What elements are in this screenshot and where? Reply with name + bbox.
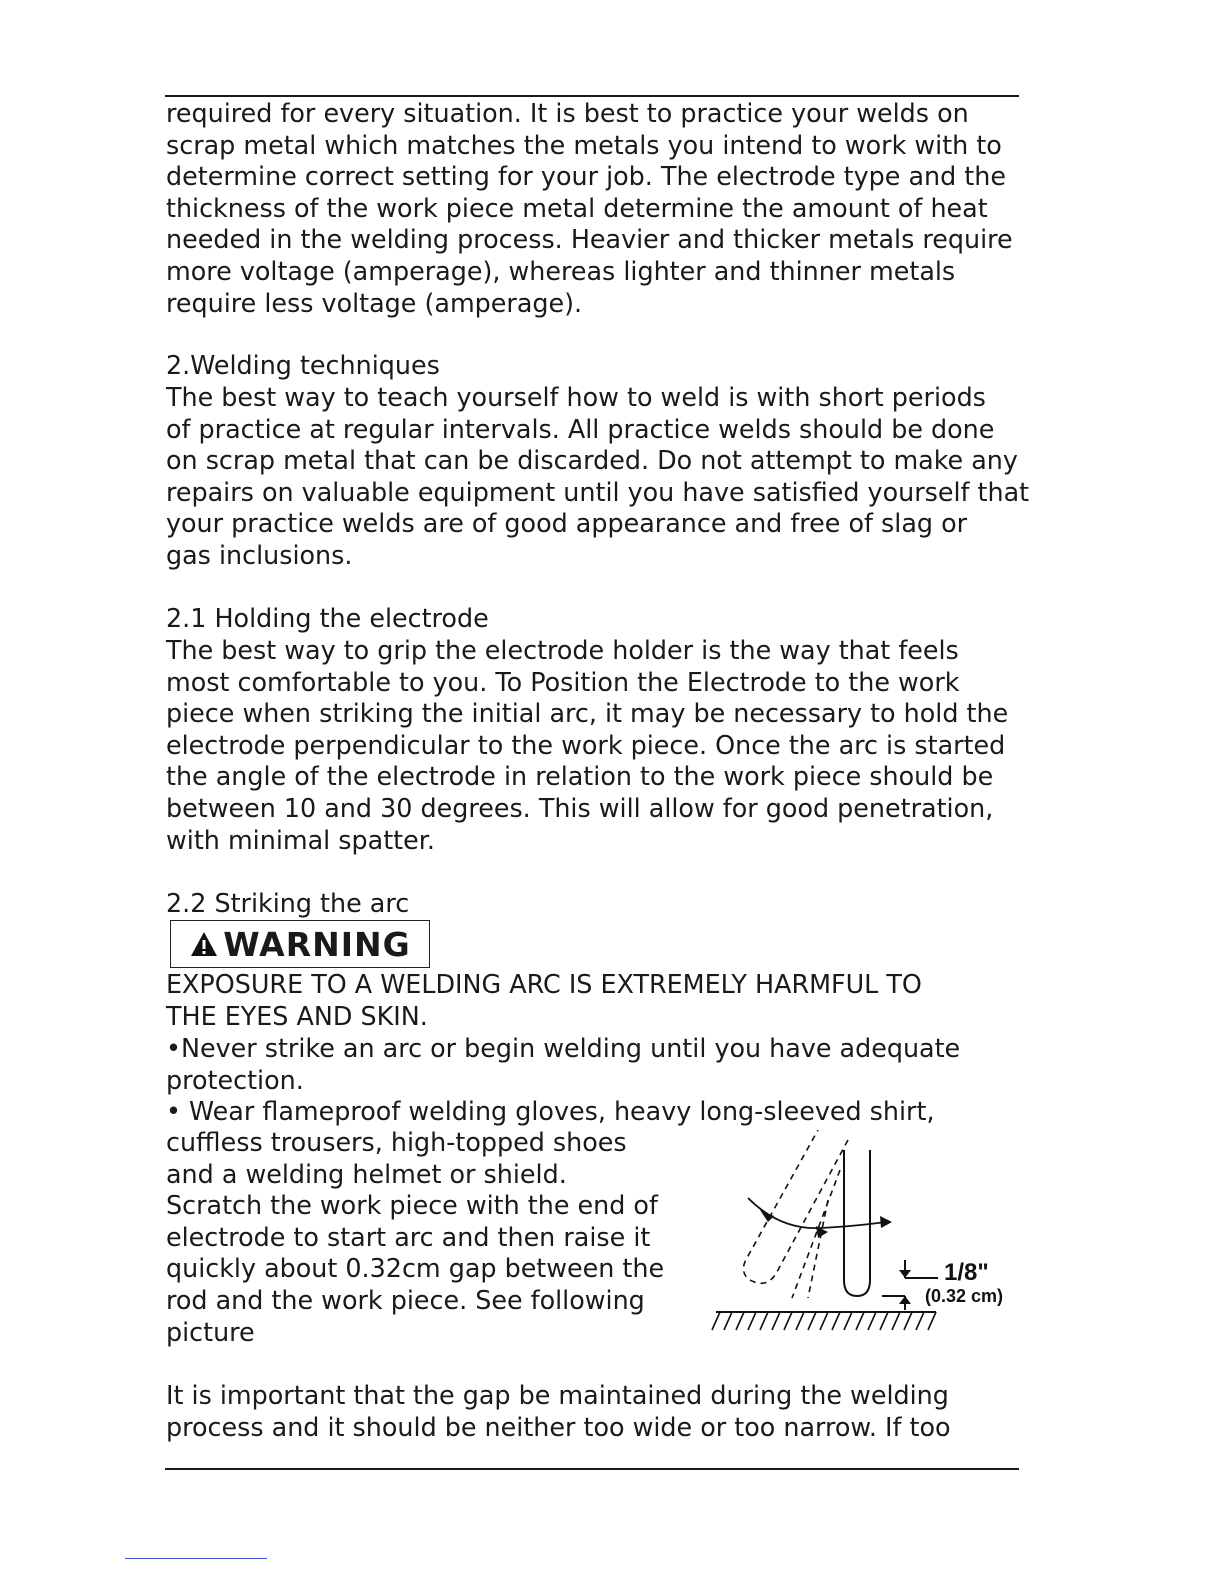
gap-label-metric: (0.32 cm) [925,1286,1004,1306]
gap-label-inches: 1/8" [944,1259,989,1286]
exposure-warning-text: EXPOSURE TO A WELDING ARC IS EXTREMELY HARMFUL TO THE EYES AND SKIN. [166,969,922,1031]
bottom-rule [165,1468,1019,1470]
welding-techniques-paragraph: The best way to teach yourself how to weld is with short periods of practice at regular intervals. All practice welds should be done on scrap metal that can be discarded. Do not attempt to make any repairs on valuable equipment until you have satisfied yourself that your practice welds are of good appearance and free of slag or gas inclusions. [166,382,1030,570]
top-rule [165,95,1019,97]
section-heading-holding-electrode: 2.1 Holding the electrode [166,603,489,633]
footer-link-underline [125,1558,267,1559]
section-heading-striking-arc: 2.2 Striking the arc [166,888,410,918]
striking-instructions: cuffless trousers, high-topped shoes and a welding helmet or shield. Scratch the work piece with the end of electrode to start arc and then raise it quickly about 0.32cm gap between the rod and the work piece. See following picture [166,1127,665,1347]
warning-label: WARNING [223,924,411,964]
holding-electrode-paragraph: The best way to grip the electrode holder is the way that feels most comfortable to you. To Position the Electrode to the work piece when striking the initial arc, it may be necessary to hold the electrode perpendicular to the work piece. Once the arc is started the angle of the electrode in relation to the work piece should be between 10 and 30 degrees. This will allow for good penetration, with minimal spatter. [166,635,1009,855]
warning-triangle-icon [189,930,219,958]
bullet-wear-protection: • Wear flameproof welding gloves, heavy long-sleeved shirt, [166,1096,935,1126]
warning-badge [170,920,430,968]
bullet-never-strike: •Never strike an arc or begin welding until you have adequate protection. [166,1033,961,1095]
gap-maintenance-paragraph: It is important that the gap be maintained during the welding process and it should be neither too wide or too narrow. If too [166,1380,951,1442]
intro-paragraph: required for every situation. It is best to practice your welds on scrap metal which matches the metals you intend to work with to determine correct setting for your job. The electrode type and the thickness of the work piece metal determine the amount of heat needed in the welding process. Heavier and thicker metals require more voltage (amperage), whereas lighter and thinner metals require less voltage (amperage). [166,98,1013,318]
arc-gap-diagram [700,1130,1030,1340]
section-heading-welding-techniques: 2.Welding techniques [166,350,440,380]
